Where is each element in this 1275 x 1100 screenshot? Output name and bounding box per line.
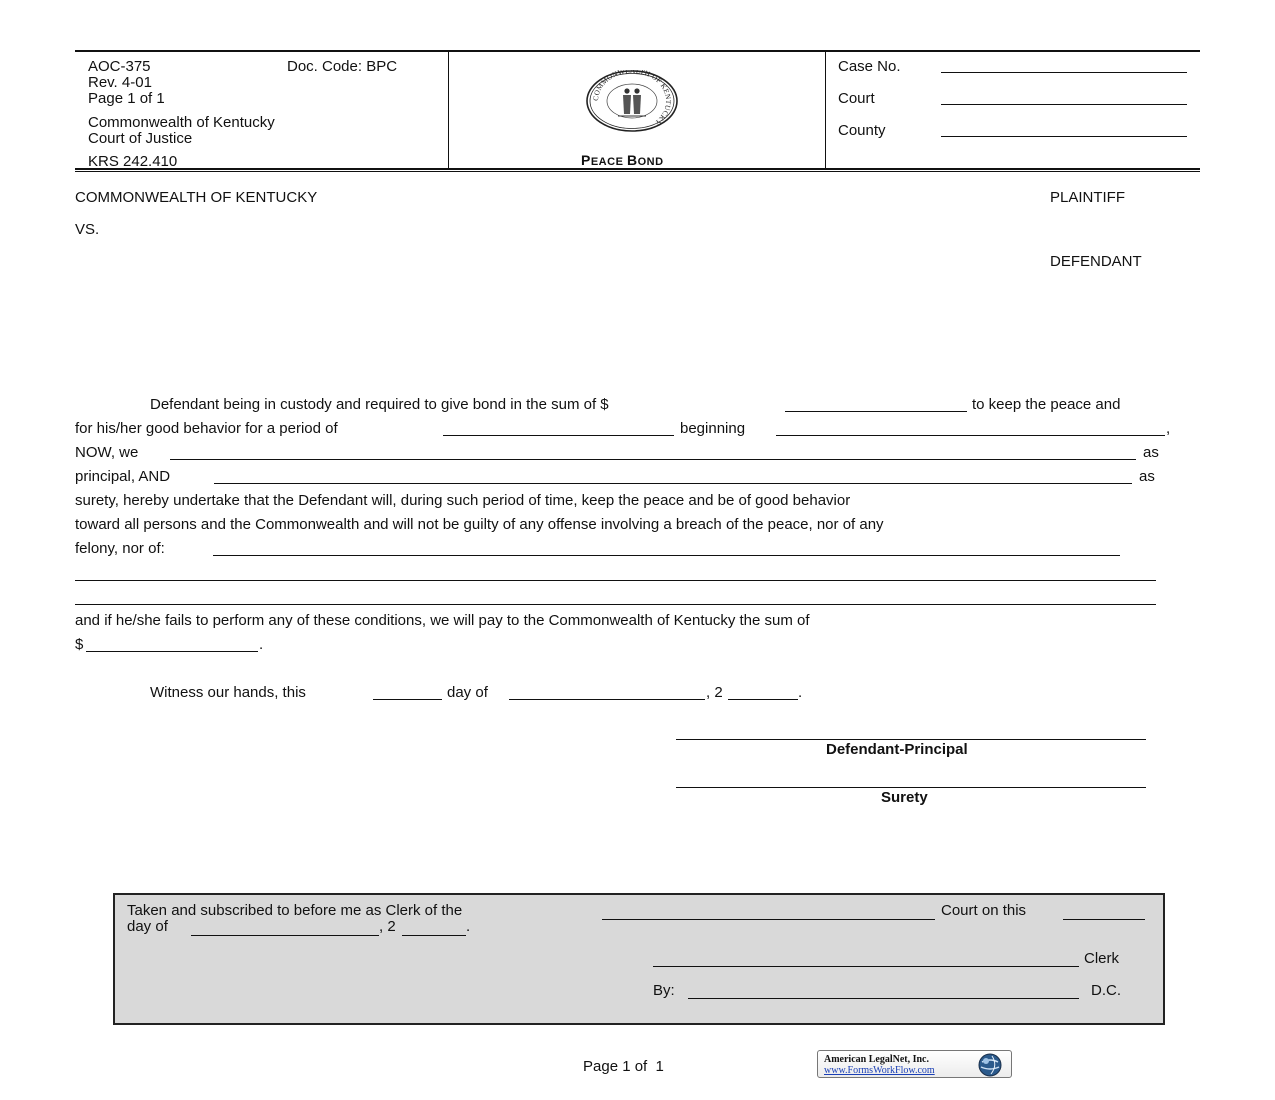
principal-name-field[interactable]: [170, 459, 1136, 460]
statute-label: KRS 242.410: [88, 153, 178, 170]
body-line-1a: Defendant being in custody and required to give bond in the sum of $: [150, 396, 609, 413]
county-label: County: [838, 122, 886, 139]
witness-c: , 2: [706, 684, 723, 701]
surety-signature-line[interactable]: [676, 787, 1146, 788]
defendant-signature-line[interactable]: [676, 739, 1146, 740]
witness-b: day of: [447, 684, 488, 701]
logo-company-name: American LegalNet, Inc.: [824, 1054, 929, 1065]
american-legalnet-logo[interactable]: [817, 1050, 1012, 1078]
case-no-field[interactable]: [941, 72, 1187, 73]
offense-field-2[interactable]: [75, 580, 1156, 581]
doc-code: Doc. Code: BPC: [287, 58, 398, 75]
clerk-day-field[interactable]: [1063, 919, 1145, 920]
header-top-rule: [75, 50, 1200, 52]
body-line-4a: principal, AND: [75, 468, 171, 485]
clerk-label: Clerk: [1084, 950, 1120, 967]
court-label: Court: [838, 90, 875, 107]
witness-year-field[interactable]: [728, 699, 798, 700]
offense-field-1[interactable]: [213, 555, 1120, 556]
body-line-8: and if he/she fails to perform any of these conditions, we will pay to the Commonwealth of Kentucky the sum of: [75, 612, 810, 629]
form-number: AOC-375: [88, 58, 151, 75]
footer-page-number: Page 1 of 1: [583, 1058, 664, 1075]
clerk-line-1b: Court on this: [941, 902, 1027, 919]
surety-label: Surety: [881, 789, 928, 806]
revision: Rev. 4-01: [88, 74, 152, 91]
body-line-3a: NOW, we: [75, 444, 139, 461]
case-no-label: Case No.: [838, 58, 901, 75]
clerk-month-field[interactable]: [191, 935, 379, 936]
form-title: PEACE BOND: [581, 152, 664, 168]
clerk-signature-line[interactable]: [653, 966, 1079, 967]
header-page-of: Page 1 of 1: [88, 90, 165, 107]
deputy-signature-line[interactable]: [688, 998, 1079, 999]
witness-d: .: [798, 684, 803, 701]
defendant-label: DEFENDANT: [1050, 253, 1142, 270]
witness-a: Witness our hands, this: [150, 684, 306, 701]
clerk-line-2b: , 2: [379, 918, 396, 935]
dc-label: D.C.: [1091, 982, 1121, 999]
clerk-line-1a: Taken and subscribed to before me as Clerk of the: [127, 902, 463, 919]
seal-text: COMMONWEALTH OF KENTUCKY: [591, 70, 673, 127]
court-field[interactable]: [941, 104, 1187, 105]
bond-sum-field[interactable]: [785, 411, 967, 412]
body-line-7: felony, nor of:: [75, 540, 165, 557]
commonwealth-label: Commonwealth of Kentucky: [88, 114, 275, 131]
body-line-3b: as: [1143, 444, 1159, 461]
clerk-court-field[interactable]: [602, 919, 935, 920]
clerk-line-2a: day of: [127, 918, 168, 935]
body-line-2b: beginning: [680, 420, 746, 437]
clerk-year-field[interactable]: [402, 935, 466, 936]
header-bottom-rule-thin: [75, 171, 1200, 172]
logo-url-link[interactable]: www.FormsWorkFlow.com: [824, 1065, 935, 1076]
body-line-1b: to keep the peace and: [972, 396, 1121, 413]
body-line-5: surety, hereby undertake that the Defendant will, during such period of time, keep the peace and be of good behavior: [75, 492, 851, 509]
versus-label: VS.: [75, 221, 100, 238]
clerk-line-2c: .: [466, 918, 471, 935]
header-divider-left: [448, 50, 449, 169]
by-label: By:: [653, 982, 675, 999]
header-divider-right: [825, 50, 826, 169]
body-line-9b: .: [259, 636, 264, 653]
witness-day-field[interactable]: [373, 699, 442, 700]
surety-name-field[interactable]: [214, 483, 1132, 484]
beginning-field[interactable]: [776, 435, 1165, 436]
penalty-sum-field[interactable]: [86, 651, 258, 652]
court-of-justice-label: Court of Justice: [88, 130, 193, 147]
body-line-2a: for his/her good behavior for a period of: [75, 420, 338, 437]
county-field[interactable]: [941, 136, 1187, 137]
body-line-4b: as: [1139, 468, 1155, 485]
body-line-9a: $: [75, 636, 84, 653]
body-line-2c: ,: [1166, 420, 1171, 437]
globe-icon: [978, 1053, 1002, 1077]
plaintiff-label: PLAINTIFF: [1050, 189, 1126, 206]
body-line-6: toward all persons and the Commonwealth and will not be guilty of any offense involving a breach of the peace, nor of any: [75, 516, 884, 533]
witness-month-field[interactable]: [509, 699, 705, 700]
clerk-box: [113, 893, 1165, 1025]
defendant-principal-label: Defendant-Principal: [826, 741, 968, 758]
period-field[interactable]: [443, 435, 674, 436]
plaintiff-name: COMMONWEALTH OF KENTUCKY: [75, 189, 318, 206]
kentucky-seal-icon: [585, 70, 679, 132]
offense-field-3[interactable]: [75, 604, 1156, 605]
